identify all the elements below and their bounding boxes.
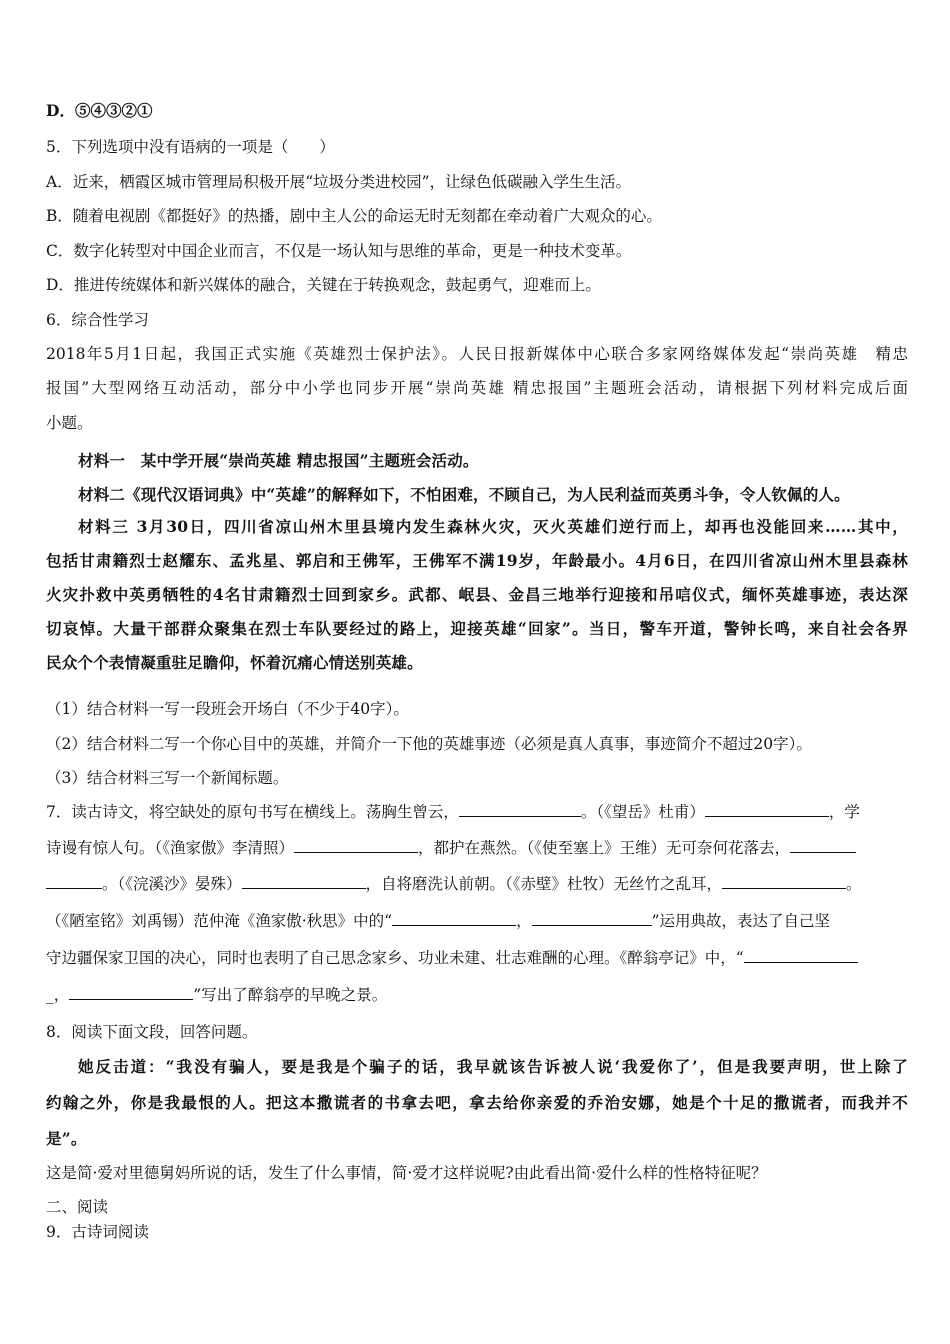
q6-material-1: 材料一 某中学开展“崇尚英雄 精忠报国”主题班会活动。 <box>78 451 479 470</box>
answer-blank[interactable] <box>722 874 846 889</box>
q8-stem: 8．阅读下面文段，回答问题。 <box>46 1023 258 1041</box>
q6-intro-line2: 报国”大型网络互动活动，部分中小学也同步开展“崇尚英雄 精忠报国”主题班会活动，请根据下列材料完成后面 <box>46 379 908 397</box>
q7-line4: （《陋室铭》刘禹锡）范仲淹《渔家傲·秋思》中的“ ， ”运用典故，表达了自己坚 <box>46 912 831 930</box>
answer-blank[interactable] <box>532 911 652 926</box>
q7-line6: _， ”写出了醉翁亭的早晚之景。 <box>46 986 388 1004</box>
q6-material-2: 材料二《现代汉语词典》中“英雄”的解释如下，不怕困难，不顾自己，为人民利益而英勇斗争，令人钦佩的人。 <box>78 485 850 504</box>
q8-passage-line1: 她反击道：“我没有骗人，要是我是个骗子的话，我早就该告诉被人说‘我爱你了’，但是我要声明，世上除了 <box>78 1057 908 1076</box>
q8-passage-line3: 是”。 <box>46 1129 87 1148</box>
q5-option-d: D．推进传统媒体和新兴媒体的融合，关键在于转换观念，鼓起勇气，迎难而上。 <box>46 276 601 294</box>
q6-subquestion-1: （1）结合材料一写一段班会开场白（不少于40字）。 <box>46 700 409 718</box>
q7-line5: 守边疆保家卫国的决心，同时也表明了自己思念家乡、功业未建、壮志难酬的心理。《醉翁亭记》中，“ <box>46 947 908 969</box>
q6-subquestion-3: （3）结合材料三写一个新闻标题。 <box>46 769 289 787</box>
q7-line3: 。（《浣溪沙》晏殊） ，自将磨洗认前朝。（《赤壁》杜牧）无丝竹之乱耳， 。 <box>46 873 908 895</box>
answer-blank[interactable] <box>790 838 856 853</box>
q7-line2: 诗谩有惊人句。（《渔家傲》李清照） ，都护在燕然。（《使至塞上》王维）无可奈何花落去， <box>46 837 908 859</box>
answer-blank[interactable] <box>459 802 581 817</box>
answer-blank[interactable] <box>392 911 516 926</box>
q4-option-d: D．⑤④③②① <box>46 101 153 120</box>
answer-blank[interactable] <box>242 874 366 889</box>
section-title: 二、阅读 <box>46 1198 109 1216</box>
q6-material-3-line5: 民众个个表情凝重驻足瞻仰，怀着沉痛心情送别英雄。 <box>46 653 423 672</box>
q6-subquestion-2: （2）结合材料二写一个你心目中的英雄，并简介一下他的英雄事迹（必须是真人真事，事迹简介不超过20字）。 <box>46 735 812 753</box>
q9-stem: 9．古诗词阅读 <box>46 1223 149 1241</box>
q6-intro-line3: 小题。 <box>46 414 93 432</box>
q6-material-3-line2: 包括甘肃籍烈士赵耀东、孟兆星、郭启和王佛军，王佛军不满19岁，年龄最小。4月6日，在四川省凉山州木里县森林 <box>46 551 908 570</box>
q5-option-c: C．数字化转型对中国企业而言，不仅是一场认知与思维的革命，更是一种技术变革。 <box>46 242 632 260</box>
answer-blank[interactable] <box>744 948 858 963</box>
q8-question: 这是简·爱对里德舅妈所说的话，发生了什么事情，简·爱才这样说呢?由此看出简·爱什么样的性格特征呢？ <box>46 1164 767 1182</box>
q5-stem: 5．下列选项中没有语病的一项是（ ） <box>46 138 335 156</box>
q5-option-b: B．随着电视剧《都挺好》的热播，剧中主人公的命运无时无刻都在牵动着广大观众的心。 <box>46 207 662 225</box>
q6-material-3-line4: 切哀悼。大量干部群众聚集在烈士车队要经过的路上，迎接英雄“回家”。当日，警车开道，警钟长鸣，来自社会各界 <box>46 619 908 638</box>
answer-blank[interactable] <box>294 838 418 853</box>
q7-line1: 7．读古诗文，将空缺处的原句书写在横线上。荡胸生曾云， 。（《望岳》杜甫） ，学 <box>46 803 860 821</box>
q6-material-3-line1: 材料三 3月30日，四川省凉山州木里县境内发生森林火灾，灭火英雄们逆行而上，却再也没能回来……其中， <box>78 517 908 536</box>
q6-material-3-line3: 火灾扑救中英勇牺牲的4名甘肃籍烈士回到家乡。武都、岷县、金昌三地举行迎接和吊唁仪式，缅怀英雄事迹，表达深 <box>46 585 908 604</box>
answer-blank[interactable] <box>69 985 193 1000</box>
q5-option-a: A．近来，栖霞区城市管理局积极开展“垃圾分类进校园”，让绿色低碳融入学生生活。 <box>46 173 632 191</box>
q6-intro-line1: 2018年5月1日起，我国正式实施《英雄烈士保护法》。人民日报新媒体中心联合多家网络媒体发起“崇尚英雄 精忠 <box>46 345 908 363</box>
q8-passage-line2: 约翰之外，你是我最恨的人。把这本撒谎者的书拿去吧，拿去给你亲爱的乔治安娜，她是个十足的撒谎者，而我并不 <box>46 1093 908 1112</box>
q6-stem: 6．综合性学习 <box>46 311 149 329</box>
answer-blank[interactable] <box>705 802 829 817</box>
answer-blank[interactable] <box>46 874 102 889</box>
